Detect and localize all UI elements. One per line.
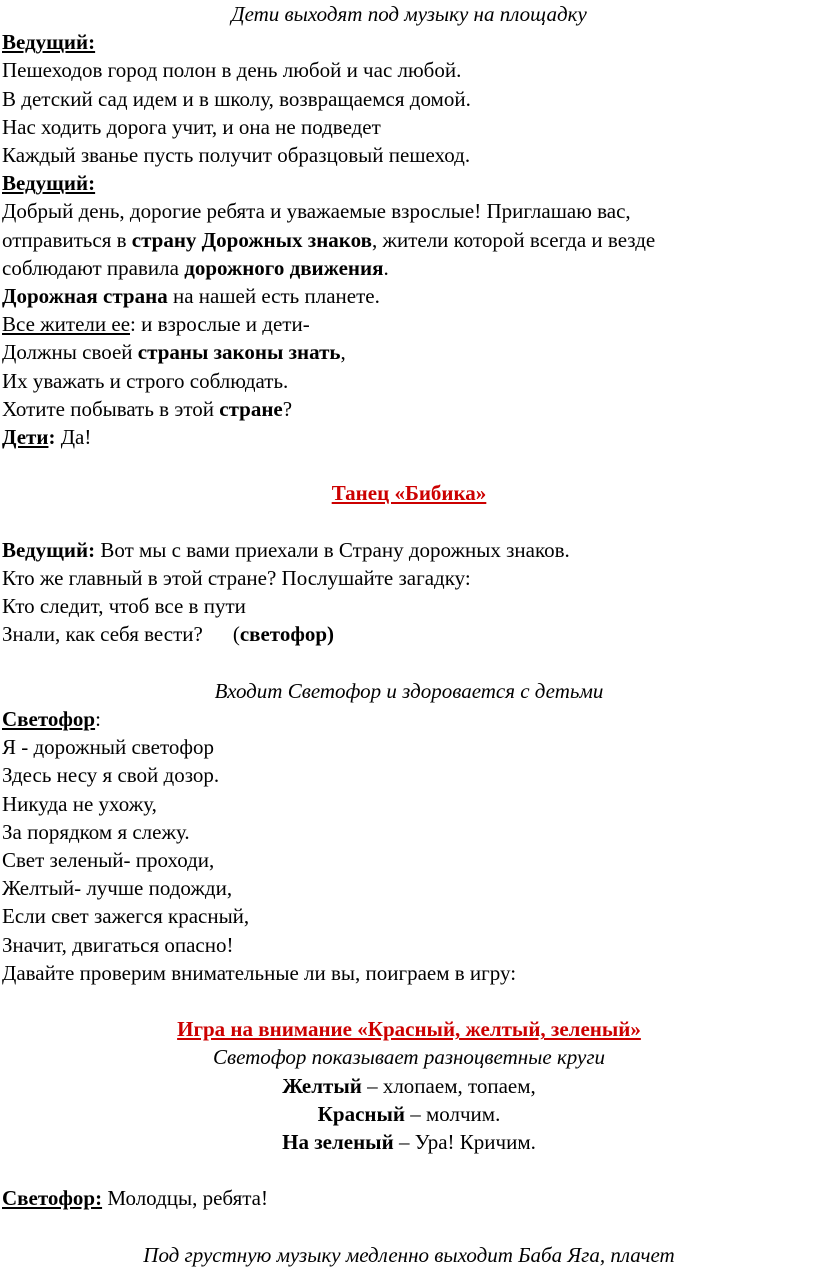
speaker-traffic-light: Светофор: xyxy=(2,1186,103,1211)
game-rule-red: Красный – молчим. xyxy=(317,1101,501,1126)
speech-line: Должны своей страны законы знать, xyxy=(2,340,346,365)
speech-line: Все жители ее: и взрослые и дети- xyxy=(2,312,310,337)
speech-line: Хотите побывать в этой стране? xyxy=(2,396,293,421)
blank-line xyxy=(2,649,816,677)
riddle-line: Кто следит, чтоб все в пути xyxy=(2,594,246,619)
poem-line: Значит, двигаться опасно! xyxy=(2,932,234,957)
speech-line: Давайте проверим внимательные ли вы, поиграем в игру: xyxy=(2,960,517,985)
blank-line xyxy=(2,508,816,536)
poem-line: Нас ходить дорога учит, и она не подведет xyxy=(2,114,381,139)
speech-line: Добрый день, дорогие ребята и уважаемые взрослые! Приглашаю вас, xyxy=(2,199,631,224)
stage-direction-final: Под грустную музыку медленно выходит Баба Яга, плачет xyxy=(143,1242,675,1267)
poem-line: Желтый- лучше подожди, xyxy=(2,876,233,901)
speech-line: соблюдают правила дорожного движения. xyxy=(2,255,389,280)
poem-line: В детский сад идем и в школу, возвращаемся домой. xyxy=(2,86,471,111)
poem-line: Свет зеленый- проходи, xyxy=(2,848,215,873)
speaker-host: Ведущий: xyxy=(2,30,96,55)
section-title-dance: Танец «Бибика» xyxy=(331,481,487,506)
speech-line: Дорожная страна на нашей есть планете. xyxy=(2,284,380,309)
blank-line xyxy=(2,451,816,479)
blank-line xyxy=(2,1213,816,1241)
poem-line: Никуда не ухожу, xyxy=(2,791,157,816)
section-title-game: Игра на внимание «Красный, желтый, зеленый» xyxy=(177,1017,641,1042)
poem-line: Пешеходов город полон в день любой и час любой. xyxy=(2,58,462,83)
speaker-children: Дети xyxy=(2,425,49,450)
poem-line: Каждый званье пусть получит образцовый пешеход. xyxy=(2,143,471,168)
praise-line: Светофор: Молодцы, ребята! xyxy=(2,1186,268,1211)
stage-direction-game: Светофор показывает разноцветные круги xyxy=(212,1045,606,1070)
game-rule-green: На зеленый – Ура! Кричим. xyxy=(282,1130,536,1155)
poem-line: Я - дорожный светофор xyxy=(2,735,214,760)
riddle-line: Знали, как себя вести? (светофор) xyxy=(2,622,335,647)
stage-direction-enter: Входит Светофор и здоровается с детьми xyxy=(214,678,604,703)
blank-line xyxy=(2,987,816,1015)
speaker-host: Ведущий: xyxy=(2,171,96,196)
speaker-traffic-light: Светофор xyxy=(2,707,96,732)
speech-line: отправиться в страну Дорожных знаков, жители которой всегда и везде xyxy=(2,227,656,252)
poem-line: За порядком я слежу. xyxy=(2,819,190,844)
speech-line: Кто же главный в этой стране? Послушайте загадку: xyxy=(2,566,471,591)
game-rule-yellow: Желтый – хлопаем, топаем, xyxy=(282,1073,536,1098)
speech-line: Их уважать и строго соблюдать. xyxy=(2,368,289,393)
speaker-traffic-light-line: Светофор: xyxy=(2,707,101,732)
children-reply: Дети: Да! xyxy=(2,425,92,450)
poem-line: Если свет зажегся красный, xyxy=(2,904,250,929)
stage-direction-intro: Дети выходят под музыку на площадку xyxy=(231,2,587,26)
speech-line: Ведущий: Вот мы с вами приехали в Страну дорожных знаков. xyxy=(2,537,570,562)
blank-line xyxy=(2,1156,816,1184)
speaker-host: Ведущий: xyxy=(2,537,96,562)
poem-line: Здесь несу я свой дозор. xyxy=(2,763,220,788)
